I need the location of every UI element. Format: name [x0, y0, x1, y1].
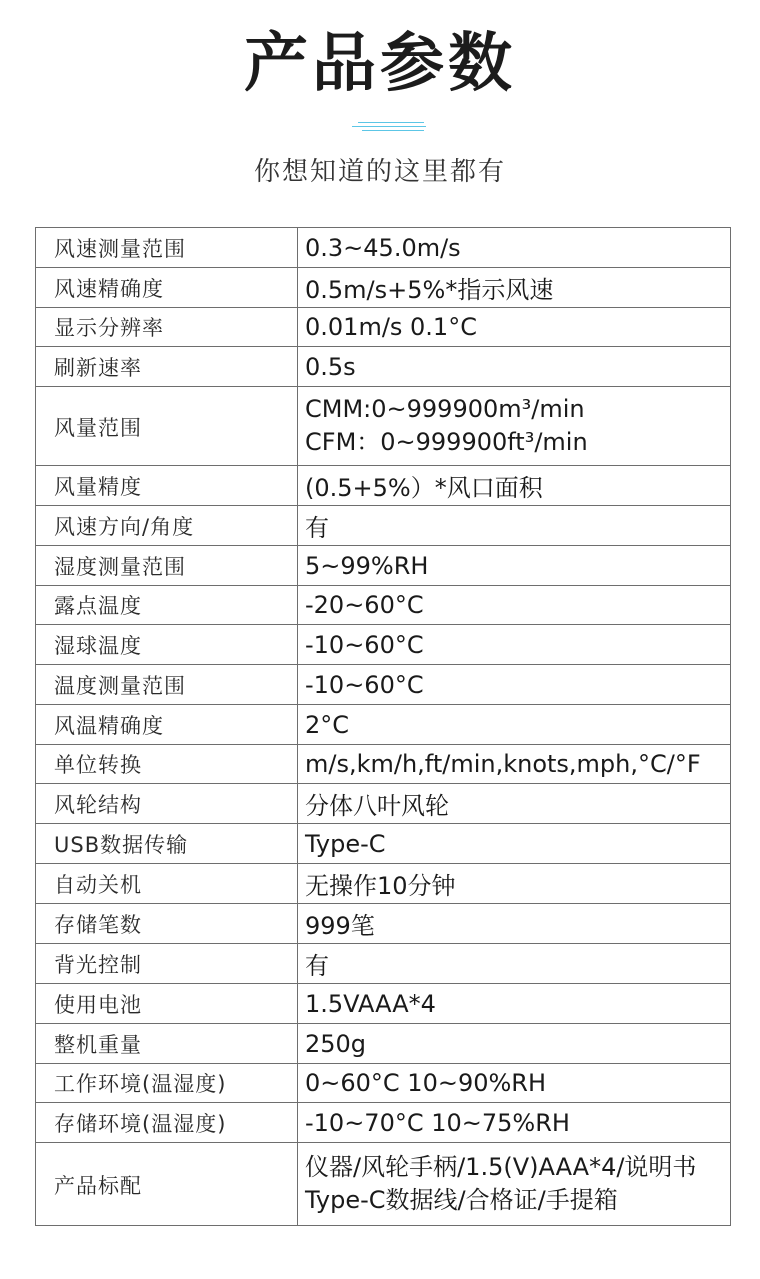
spec-label: 湿球温度	[36, 625, 298, 665]
spec-value: -10~70°C 10~75%RH	[298, 1103, 731, 1143]
spec-value-line: Type-C数据线/合格证/手提箱	[305, 1186, 618, 1214]
spec-label: 工作环境(温湿度)	[36, 1064, 298, 1103]
spec-value-line: 仪器/风轮手柄/1.5(V)AAA*4/说明书	[305, 1153, 697, 1181]
spec-value: (0.5+5%）*风口面积	[298, 466, 731, 506]
spec-value: -10~60°C	[298, 625, 731, 665]
spec-value	[298, 1143, 731, 1226]
spec-label: 显示分辨率	[36, 308, 298, 347]
spec-row	[36, 308, 731, 347]
spec-value: -20~60°C	[298, 586, 731, 625]
spec-label: 产品标配	[36, 1143, 298, 1226]
spec-label: 风温精确度	[36, 705, 298, 745]
spec-label: 风量精度	[36, 466, 298, 506]
spec-row	[36, 784, 731, 824]
spec-row	[36, 944, 731, 984]
spec-row	[36, 705, 731, 745]
spec-row	[36, 228, 731, 268]
spec-row	[36, 586, 731, 625]
spec-value: 有	[298, 506, 731, 546]
spec-value: 250g	[298, 1024, 731, 1064]
spec-row	[36, 546, 731, 586]
spec-value: 999笔	[298, 904, 731, 944]
spec-label: 使用电池	[36, 984, 298, 1024]
spec-label: 湿度测量范围	[36, 546, 298, 586]
spec-row	[36, 864, 731, 904]
spec-row	[36, 984, 731, 1024]
spec-table	[35, 227, 731, 1226]
spec-value: 无操作10分钟	[298, 864, 731, 904]
spec-label: 风速精确度	[36, 268, 298, 308]
spec-row	[36, 347, 731, 387]
spec-label: 刷新速率	[36, 347, 298, 387]
spec-row	[36, 387, 731, 466]
spec-row	[36, 1143, 731, 1226]
spec-value: 0~60°C 10~90%RH	[298, 1064, 731, 1103]
spec-row	[36, 268, 731, 308]
spec-value: 分体八叶风轮	[298, 784, 731, 824]
spec-label: USB数据传输	[36, 824, 298, 864]
spec-label: 背光控制	[36, 944, 298, 984]
spec-value: 0.01m/s 0.1°C	[298, 308, 731, 347]
spec-label: 风轮结构	[36, 784, 298, 824]
spec-value	[298, 387, 731, 466]
spec-label: 风速方向/角度	[36, 506, 298, 546]
spec-row	[36, 745, 731, 784]
spec-label: 整机重量	[36, 1024, 298, 1064]
spec-value: Type-C	[298, 824, 731, 864]
page-title: 产品参数	[244, 27, 516, 101]
spec-label: 存储环境(温湿度)	[36, 1103, 298, 1143]
spec-value: 0.5s	[298, 347, 731, 387]
spec-value: -10~60°C	[298, 665, 731, 705]
spec-value-line: CMM:0~999900m³/min	[305, 395, 585, 423]
spec-label: 风量范围	[36, 387, 298, 466]
spec-value: 1.5VAAA*4	[298, 984, 731, 1024]
spec-row	[36, 466, 731, 506]
spec-value: 2°C	[298, 705, 731, 745]
spec-value: 0.3~45.0m/s	[298, 228, 731, 268]
spec-row	[36, 1024, 731, 1064]
spec-row	[36, 1064, 731, 1103]
spec-value: m/s,km/h,ft/min,knots,mph,°C/°F	[298, 745, 731, 784]
spec-label: 露点温度	[36, 586, 298, 625]
spec-label: 自动关机	[36, 864, 298, 904]
spec-row	[36, 1103, 731, 1143]
spec-label: 温度测量范围	[36, 665, 298, 705]
spec-row	[36, 625, 731, 665]
spec-value: 0.5m/s+5%*指示风速	[298, 268, 731, 308]
spec-row	[36, 506, 731, 546]
title-divider-decoration	[352, 120, 432, 136]
page-subtitle: 你想知道的这里都有	[253, 157, 506, 187]
spec-row	[36, 824, 731, 864]
spec-value: 5~99%RH	[298, 546, 731, 586]
spec-row	[36, 904, 731, 944]
spec-value: 有	[298, 944, 731, 984]
spec-value-line: CFM：0~999900ft³/min	[305, 428, 588, 456]
spec-label: 存储笔数	[36, 904, 298, 944]
spec-label: 风速测量范围	[36, 228, 298, 268]
spec-row	[36, 665, 731, 705]
spec-label: 单位转换	[36, 745, 298, 784]
